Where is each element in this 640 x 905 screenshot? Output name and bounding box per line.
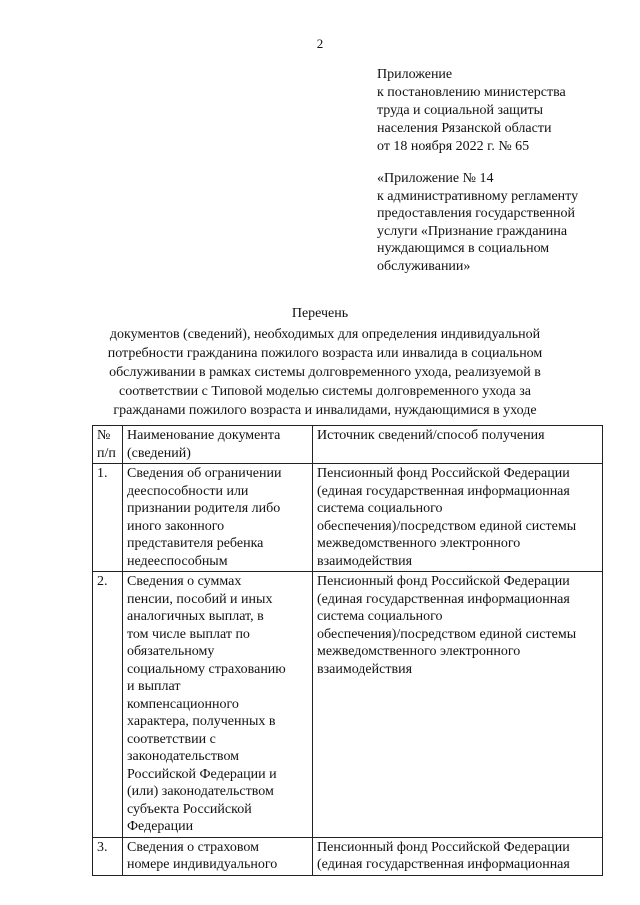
appendix-block: [377, 66, 617, 156]
cell-line: Пенсионный фонд Российской Федерации: [317, 466, 570, 481]
row-num: 2.: [93, 572, 123, 838]
document-subtitle: [90, 325, 560, 420]
cell-line: Сведения о суммах: [127, 574, 242, 589]
row-source: [313, 837, 603, 875]
cell-line: Пенсионный фонд Российской Федерации: [317, 574, 570, 589]
cell-line: номере индивидуального: [127, 857, 278, 872]
cell-line: социальному страхованию: [127, 661, 286, 677]
regulation-appendix-line: предоставления государственной: [377, 206, 576, 221]
cell-line: дееспособности или: [127, 483, 249, 499]
cell-line: том числе выплат по: [127, 626, 250, 642]
cell-line: Сведения об ограничении: [127, 466, 282, 481]
appendix-line: от 18 ноября 2022 г. № 65: [377, 139, 530, 154]
cell-line: обеспечения)/посредством единой системы: [317, 518, 577, 534]
row-document-name: [123, 464, 313, 572]
subtitle-line: обслуживании в рамках системы долговременного ухода, реализуемой в: [109, 365, 541, 380]
appendix-line: труда и социальной защиты: [377, 103, 543, 118]
header-num: [93, 426, 123, 464]
cell-line: Российской Федерации и: [127, 766, 277, 782]
appendix-line: Приложение: [377, 67, 453, 82]
appendix-line: населения Рязанской области: [377, 121, 552, 136]
cell-line: (единая государственная информационная: [317, 483, 570, 499]
cell-line: Федерации: [127, 819, 194, 834]
regulation-appendix-block: [377, 170, 617, 275]
cell-line: недееспособным: [127, 553, 228, 569]
cell-line: обязательному: [127, 644, 215, 659]
cell-line: межведомственного электронного: [317, 536, 521, 551]
subtitle-line: соответствии с Типовой моделью системы долговременного ухода за: [119, 384, 531, 399]
table-row: [93, 464, 603, 572]
cell-line: соответствии с: [127, 731, 216, 747]
cell-line: (или) законодательством: [127, 784, 274, 799]
subtitle-line: гражданами пожилого возраста и инвалидами, нуждающимися в уходе: [113, 403, 537, 418]
page-number: 2: [316, 36, 324, 51]
cell-line: межведомственного электронного: [317, 644, 521, 659]
row-document-name: [123, 837, 313, 875]
row-num: 1.: [93, 464, 123, 572]
cell-line: (единая государственная информационная: [317, 857, 570, 872]
regulation-appendix-line: обслуживании»: [377, 258, 471, 274]
cell-line: (единая государственная информационная: [317, 591, 570, 607]
appendix-line: к постановлению министерства: [377, 85, 566, 100]
cell-line: и выплат: [127, 679, 181, 694]
subtitle-line: потребности гражданина пожилого возраста или инвалида в социальном: [107, 346, 543, 361]
header-name-line: (сведений): [127, 445, 191, 461]
row-source: [313, 464, 603, 572]
cell-line: компенсационного: [127, 696, 239, 712]
table-row: [93, 837, 603, 875]
regulation-appendix-line: нуждающимся в социальном: [377, 241, 550, 256]
cell-line: представителя ребенка: [127, 536, 264, 551]
cell-line: обеспечения)/посредством единой системы: [317, 626, 577, 642]
row-document-name: [123, 572, 313, 838]
header-num-line: п/п: [97, 445, 116, 461]
cell-line: законодательством: [127, 749, 240, 764]
cell-line: система социального: [317, 609, 443, 624]
cell-line: взаимодействия: [317, 661, 413, 677]
subtitle-line: документов (сведений), необходимых для определения индивидуальной: [109, 327, 541, 342]
cell-line: система социального: [317, 501, 443, 516]
table-header-row: [93, 426, 603, 464]
header-name: [123, 426, 313, 464]
cell-line: пенсии, пособий и иных: [127, 591, 273, 607]
document-title: Перечень: [291, 306, 349, 321]
row-source: [313, 572, 603, 838]
cell-line: признании родителя либо: [127, 501, 281, 516]
cell-line: Пенсионный фонд Российской Федерации: [317, 839, 570, 855]
cell-line: аналогичных выплат, в: [127, 609, 264, 624]
regulation-appendix-line: «Приложение № 14: [377, 171, 494, 186]
cell-line: взаимодействия: [317, 553, 413, 569]
row-num: 3.: [93, 837, 123, 875]
regulation-appendix-line: услуги «Признание гражданина: [377, 223, 568, 239]
header-source-line: Источник сведений/способ получения: [317, 428, 545, 443]
table-row: [93, 572, 603, 838]
header-name-line: Наименование документа: [127, 428, 281, 443]
regulation-appendix-line: к административному регламенту: [377, 188, 579, 204]
header-num-line: №: [97, 428, 111, 443]
cell-line: иного законного: [127, 518, 225, 534]
header-source: [313, 426, 603, 464]
cell-line: Сведения о страховом: [127, 839, 259, 855]
documents-table: [92, 425, 603, 876]
cell-line: характера, полученных в: [127, 714, 276, 729]
cell-line: субъекта Российской: [127, 801, 252, 817]
